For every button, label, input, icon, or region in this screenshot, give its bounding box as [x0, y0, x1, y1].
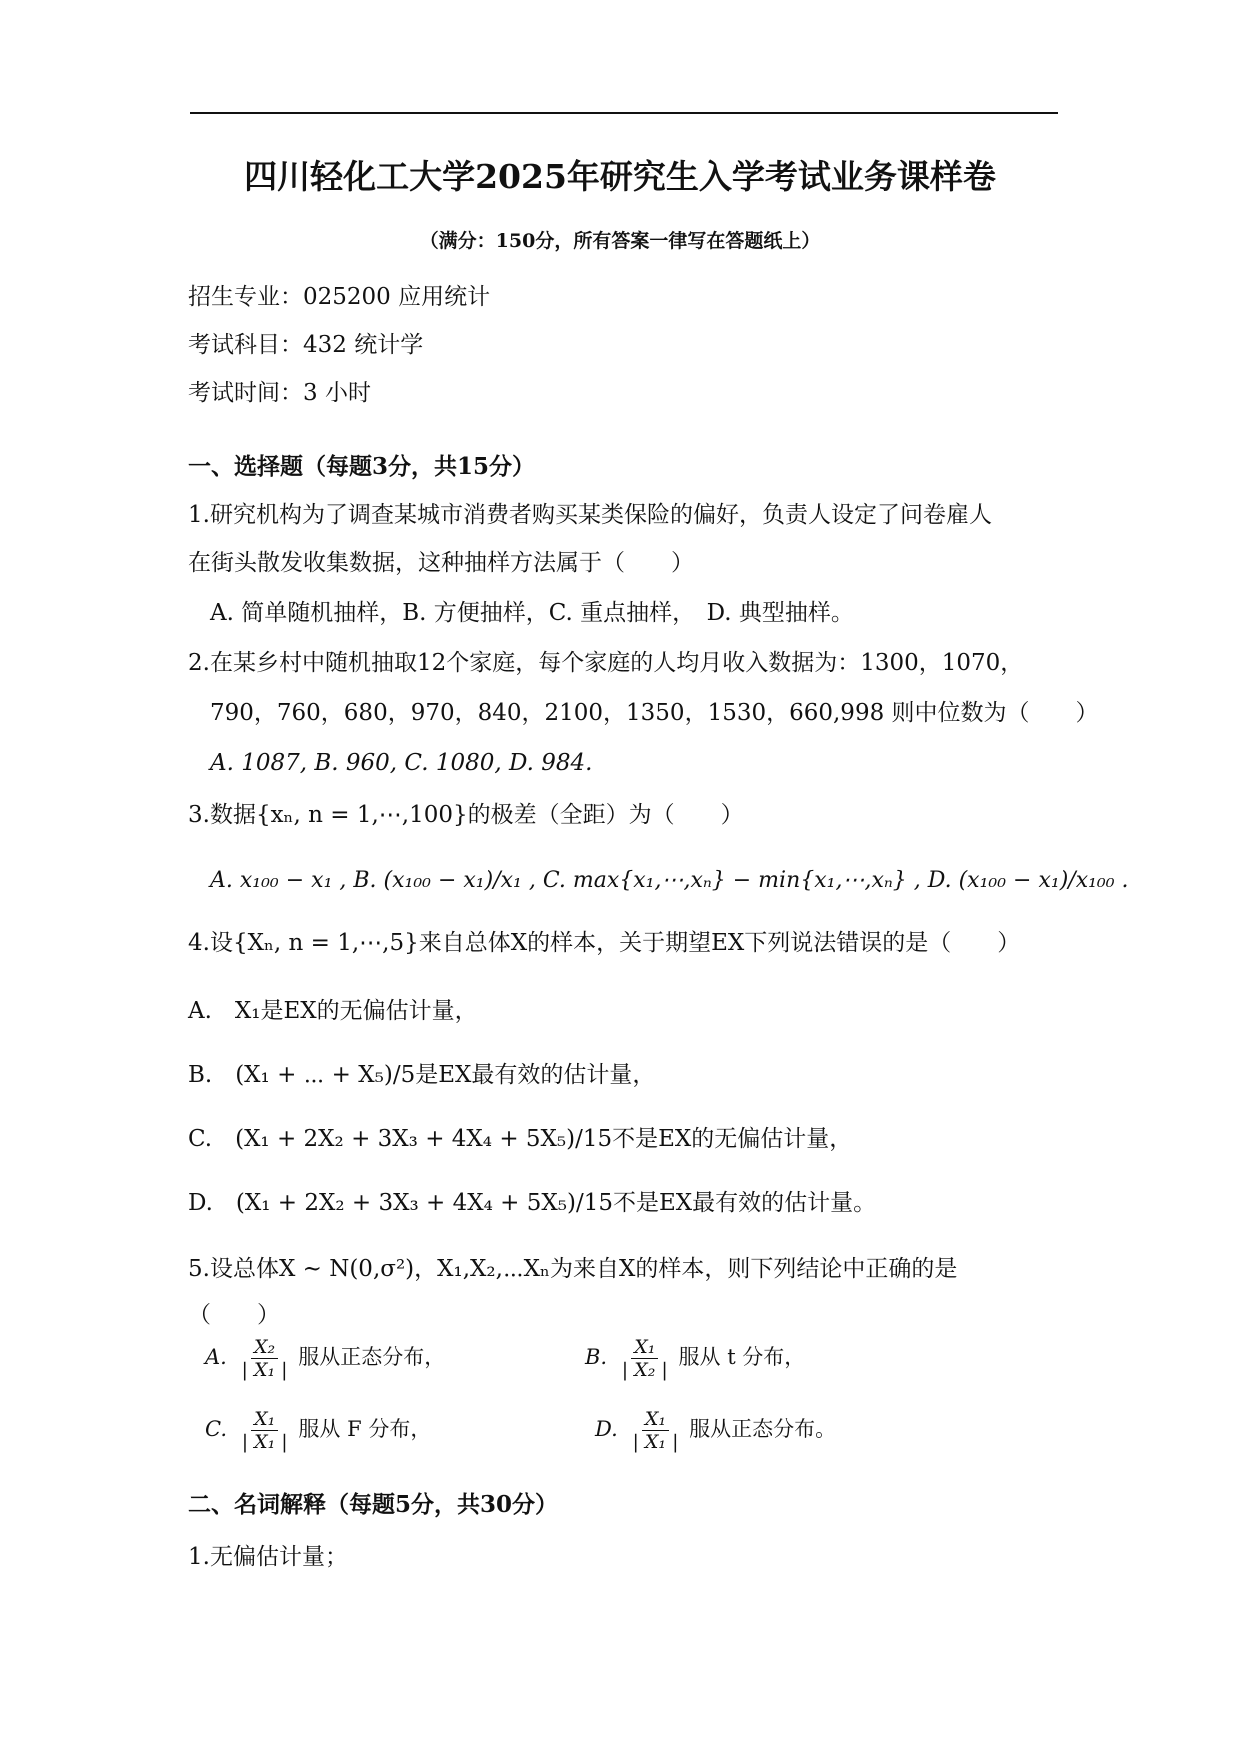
fraction-numerator: X₁: [251, 1408, 278, 1431]
section2-heading: 二、名词解释（每题5分，共30分）: [188, 1491, 559, 1518]
q5-option-d: [595, 1408, 836, 1453]
fraction: [242, 1336, 288, 1381]
q4-option-d: D. (X₁ + 2X₂ + 3X₃ + 4X₄ + 5X₅)/15不是EX最有效的估计量。: [188, 1190, 877, 1216]
q5-option-text: 服从 F 分布，: [298, 1417, 432, 1441]
q2-options: A. 1087, B. 960, C. 1080, D. 984.: [210, 750, 593, 776]
header-rule: [190, 112, 1058, 114]
fraction-numerator: X₁: [642, 1408, 669, 1431]
fraction: [632, 1408, 678, 1453]
q1-line2: 在街头散发收集数据，这种抽样方法属于（ ）: [188, 550, 694, 576]
q1-options: A. 简单随机抽样，B. 方便抽样，C. 重点抽样， D. 典型抽样。: [210, 600, 854, 626]
q5-option-text: 服从正态分布。: [689, 1417, 837, 1441]
q4-option-c: C. (X₁ + 2X₂ + 3X₃ + 4X₄ + 5X₅)/15不是EX的无偏估计量，: [188, 1126, 853, 1152]
fraction-numerator: X₂: [251, 1336, 278, 1359]
q2-line2: 790，760，680，970，840，2100，1350，1530，660,998 则中位数为（ ）: [210, 700, 1099, 726]
q5-option-letter: C.: [205, 1417, 227, 1441]
q5-option-text: 服从 t 分布，: [678, 1345, 806, 1369]
q5-option-c: [205, 1408, 431, 1453]
q3-options: A. x₁₀₀ − x₁ , B. (x₁₀₀ − x₁)/x₁ , C. max{x₁,⋯,xₙ} − min{x₁,⋯,xₙ} , D. (x₁₀₀ − x₁)/x₁₀₀ .: [210, 868, 1129, 893]
q4-option-a: A. X₁是EX的无偏估计量，: [188, 998, 478, 1024]
fraction-denominator: | X₁ |: [632, 1431, 679, 1453]
info-subject: 考试科目：432 统计学: [188, 332, 424, 358]
q5-option-letter: A.: [205, 1345, 227, 1369]
q5-option-text: 服从正态分布，: [298, 1345, 446, 1369]
section1-heading: 一、选择题（每题3分，共15分）: [188, 453, 536, 480]
q5-option-letter: D.: [595, 1417, 618, 1441]
q4-option-b: B. (X₁ + ⋯ + X₅)/5是EX最有效的估计量，: [188, 1062, 656, 1088]
exam-title: 四川轻化工大学2025年研究生入学考试业务课样卷: [244, 157, 996, 196]
fraction-denominator: | X₁ |: [241, 1359, 288, 1381]
q5-line2: （ ）: [188, 1302, 280, 1328]
q2-line1: 2.在某乡村中随机抽取12个家庭，每个家庭的人均月收入数据为：1300，1070，: [188, 650, 1024, 676]
fraction-numerator: X₁: [631, 1336, 658, 1359]
fraction: [622, 1336, 668, 1381]
section2-q1: 1.无偏估计量；: [188, 1544, 348, 1570]
fraction-denominator: | X₂ |: [621, 1359, 668, 1381]
q4-stem: 4.设{Xₙ, n = 1,⋯,5}来自总体X的样本，关于期望EX下列说法错误的是（ ）: [188, 930, 1021, 956]
q1-line1: 1.研究机构为了调查某城市消费者购买某类保险的偏好，负责人设定了问卷雇人: [188, 502, 992, 528]
q3-stem: 3.数据{xₙ, n = 1,⋯,100}的极差（全距）为（ ）: [188, 802, 744, 828]
exam-subtitle: （满分：150分，所有答案一律写在答题纸上）: [419, 230, 821, 252]
fraction-denominator: | X₁ |: [241, 1431, 288, 1453]
q5-option-letter: B.: [585, 1345, 608, 1369]
q5-option-a: [205, 1336, 445, 1381]
info-major: 招生专业：025200 应用统计: [188, 284, 491, 310]
info-time: 考试时间：3 小时: [188, 380, 371, 406]
fraction: [242, 1408, 288, 1453]
q5-option-b: [585, 1336, 805, 1381]
q5-line1: 5.设总体X ~ N(0,σ²)，X₁,X₂,⋯Xₙ为来自X的样本，则下列结论中正确的是: [188, 1256, 958, 1282]
